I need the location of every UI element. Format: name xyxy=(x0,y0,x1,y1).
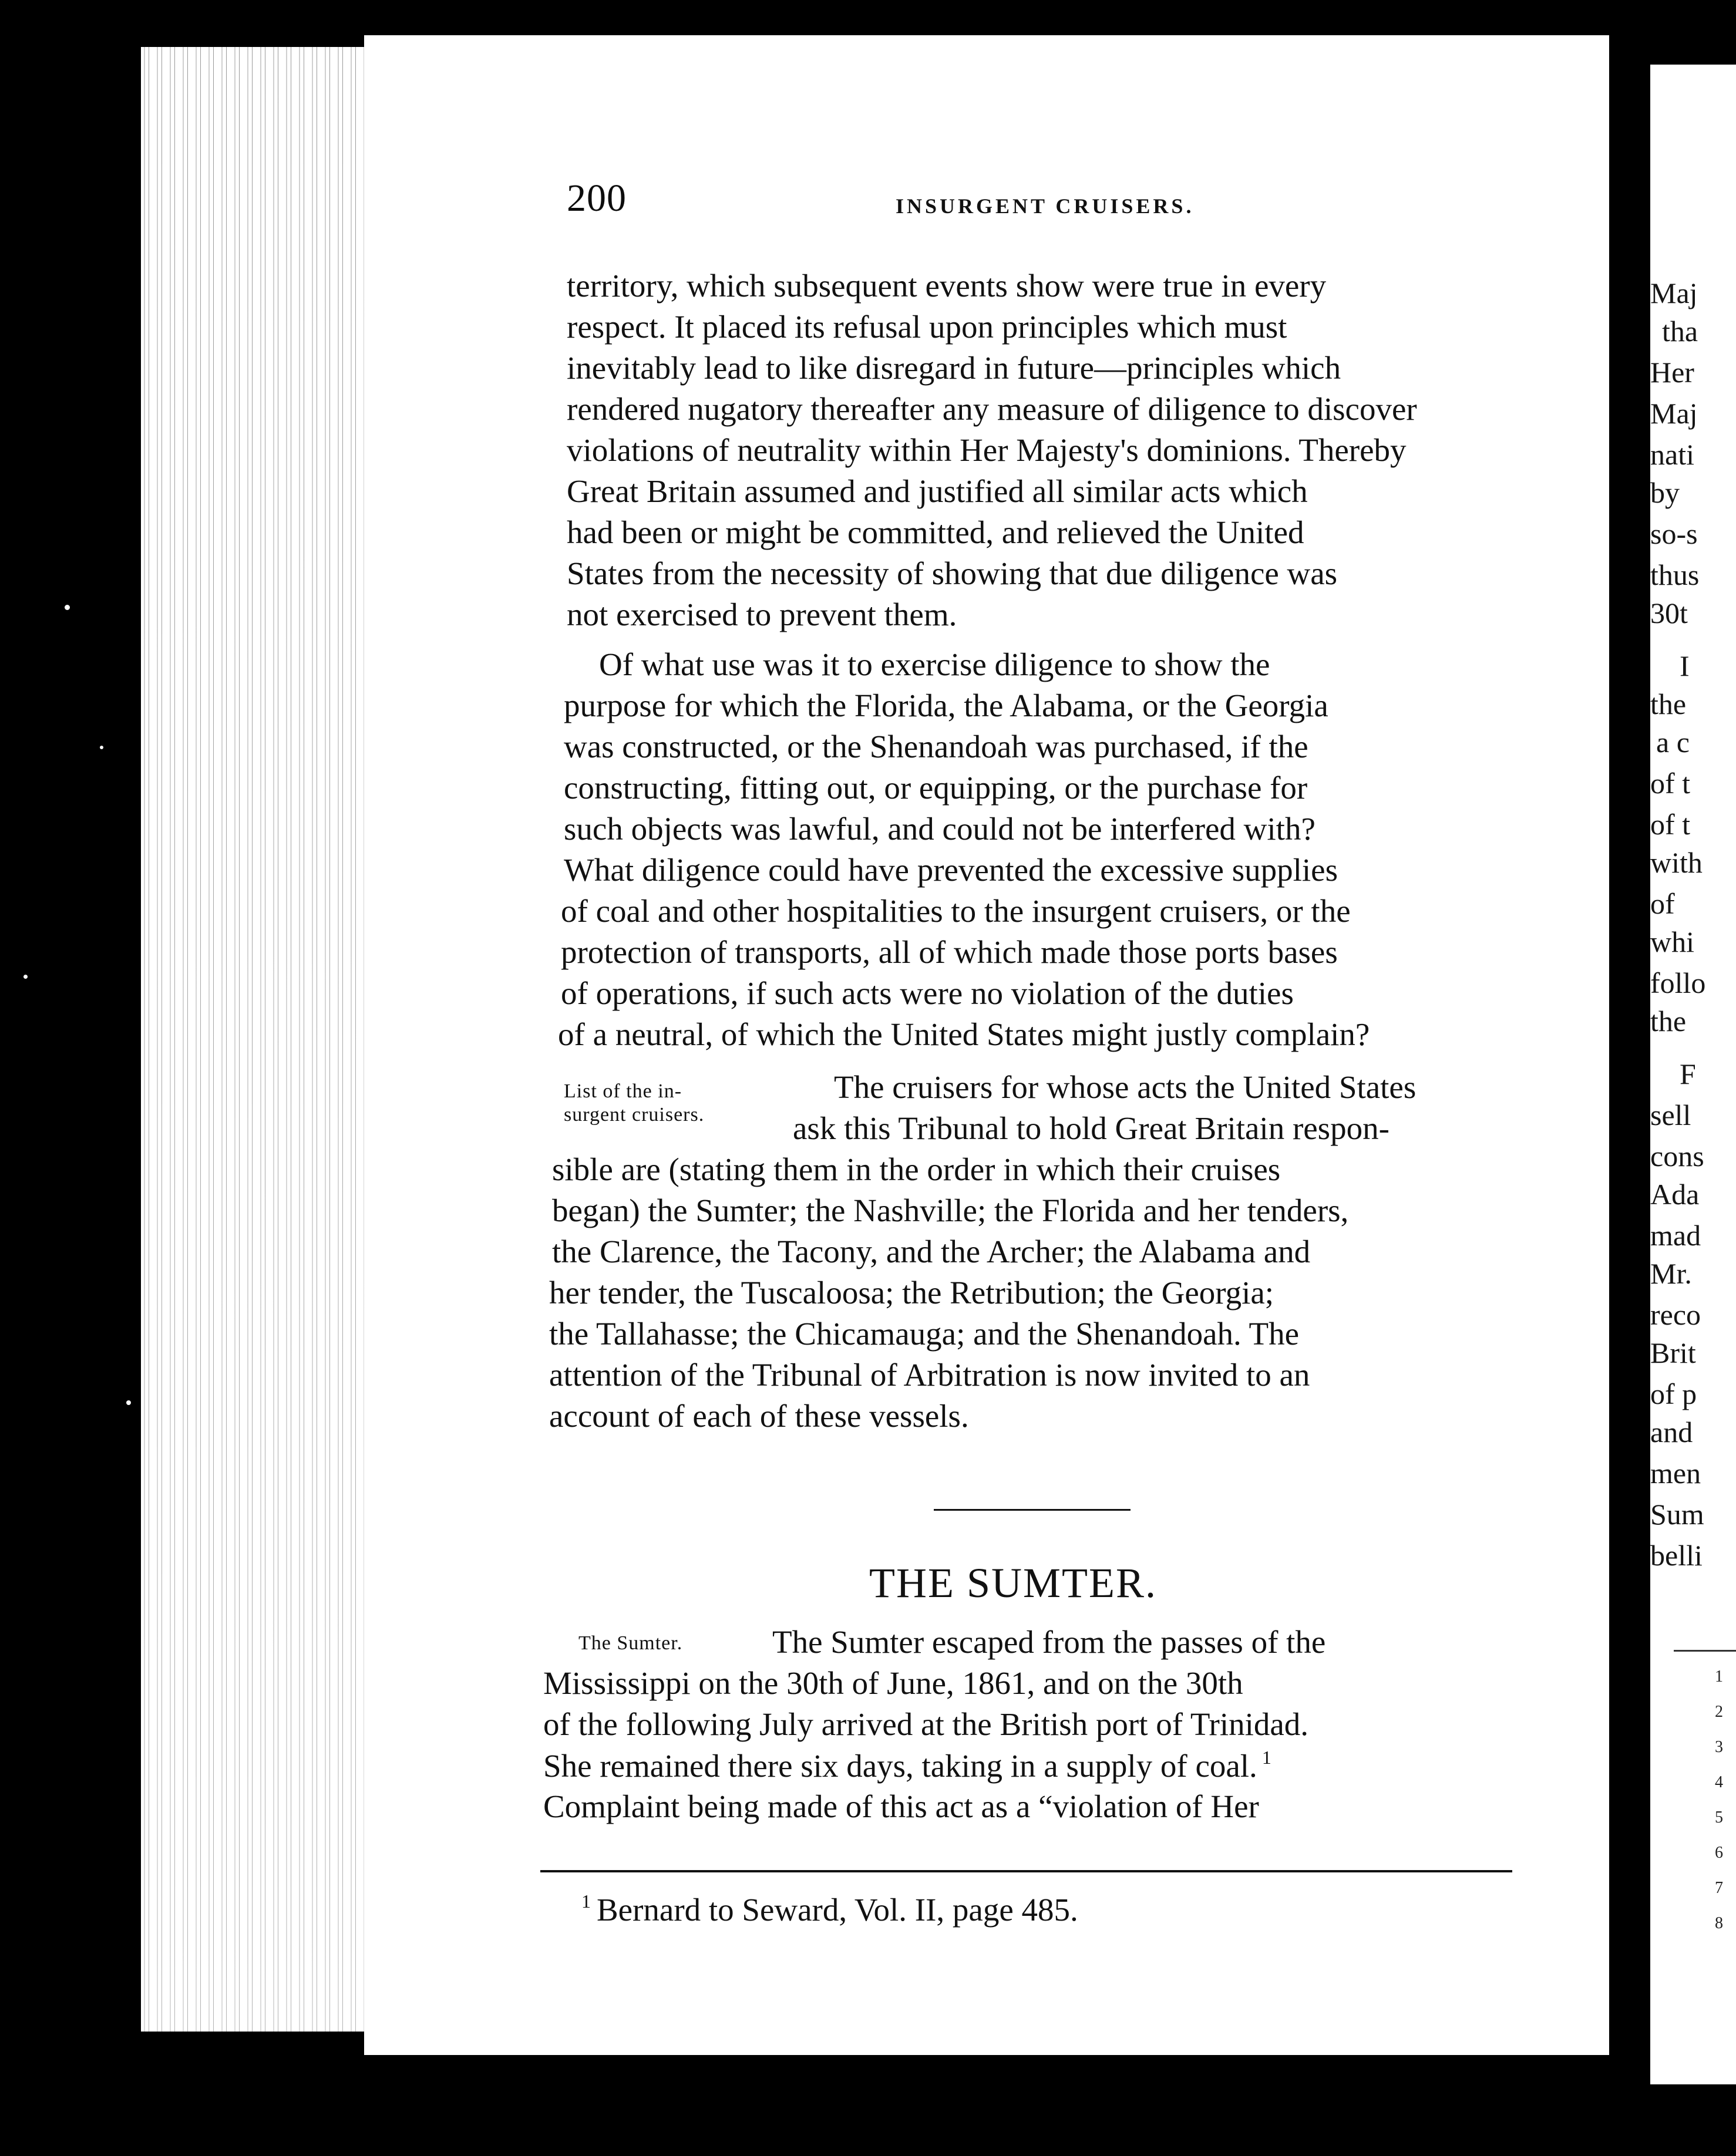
facing-page-fragment: of t xyxy=(1650,767,1691,800)
footnote-rule xyxy=(540,1870,1512,1872)
text-line: was constructed, or the Shenandoah was purchased, if the xyxy=(564,729,1308,764)
page-header xyxy=(567,176,1230,223)
facing-page-fragment: mad xyxy=(1650,1219,1701,1252)
facing-page-fragment: of t xyxy=(1650,808,1691,841)
facing-page-fragment: Sum xyxy=(1650,1498,1704,1531)
text-line xyxy=(543,1747,1271,1784)
facing-page-fragment: Mr. xyxy=(1650,1257,1692,1290)
text-line: the Clarence, the Tacony, and the Archer; the Alabama and xyxy=(552,1234,1311,1269)
running-title: INSURGENT CRUISERS. xyxy=(896,194,1195,218)
sidenote-line: surgent cruisers. xyxy=(564,1104,705,1126)
scan-speck xyxy=(23,975,28,979)
text-line: such objects was lawful, and could not be interfered with? xyxy=(564,811,1316,847)
text-line: sible are (stating them in the order in which their cruises xyxy=(552,1151,1281,1187)
facing-page-rule xyxy=(1674,1650,1736,1652)
text-line: Great Britain assumed and justified all similar acts which xyxy=(567,473,1308,509)
facing-page-fragment: the xyxy=(1650,1005,1687,1037)
footnote-text: Bernard to Seward, Vol. II, page 485. xyxy=(597,1892,1078,1928)
facing-page-fragment: with xyxy=(1650,846,1703,879)
facing-page-fragment: thus xyxy=(1650,558,1700,591)
text-line: the Tallahasse; the Chicamauga; and the Shenandoah. The xyxy=(549,1316,1300,1352)
facing-page-fragment: of xyxy=(1650,887,1675,920)
facing-page-fragment: belli xyxy=(1650,1539,1703,1572)
footnote-marker: 1 xyxy=(581,1891,591,1912)
page-number: 200 xyxy=(567,177,627,220)
facing-page xyxy=(1650,65,1736,2084)
text-line: ask this Tribunal to hold Great Britain respon- xyxy=(793,1110,1390,1146)
sidenote-line: List of the in- xyxy=(564,1080,682,1102)
footnote xyxy=(581,1891,1078,1928)
sidenote-line: The Sumter. xyxy=(578,1632,683,1654)
facing-page-footnote-number: 5 xyxy=(1715,1808,1723,1827)
facing-page-fragment: tha xyxy=(1662,315,1698,348)
facing-page-fragment: Maj xyxy=(1650,397,1698,430)
text-line: States from the necessity of showing that due diligence was xyxy=(567,555,1338,591)
facing-page-fragment: cons xyxy=(1650,1140,1704,1173)
facing-page-footnote-number: 6 xyxy=(1715,1844,1723,1862)
text-line: inevitably lead to like disregard in future—principles which xyxy=(567,350,1341,386)
facing-page-fragment: Ada xyxy=(1650,1178,1700,1211)
facing-page-footnote-number: 8 xyxy=(1715,1914,1723,1932)
text-line: Mississippi on the 30th of June, 1861, and on the 30th xyxy=(543,1665,1243,1701)
text-line: The cruisers for whose acts the United States xyxy=(834,1069,1417,1105)
facing-page-fragment: Brit xyxy=(1650,1336,1696,1369)
facing-page-fragment: nati xyxy=(1650,438,1694,471)
text-line: attention of the Tribunal of Arbitration is now invited to an xyxy=(549,1357,1310,1393)
text-line: Of what use was it to exercise diligence to show the xyxy=(599,646,1270,682)
facing-page-footnote-number: 2 xyxy=(1715,1703,1723,1721)
facing-page-fragment: reco xyxy=(1650,1298,1701,1331)
facing-page-fragment: follo xyxy=(1650,966,1706,999)
facing-page-fragment: Her xyxy=(1650,356,1694,389)
facing-page-footnote-number: 4 xyxy=(1715,1773,1723,1791)
text-line: What diligence could have prevented the excessive supplies xyxy=(564,852,1338,888)
text-line: her tender, the Tuscaloosa; the Retribution; the Georgia; xyxy=(549,1275,1274,1311)
facing-page-fragment: sell xyxy=(1650,1099,1691,1131)
facing-page-fragment: F xyxy=(1680,1057,1696,1090)
scan-speck xyxy=(100,746,103,749)
scan-speck xyxy=(126,1400,131,1405)
text-line: rendered nugatory thereafter any measure of diligence to discover xyxy=(567,391,1417,427)
text-line: began) the Sumter; the Nashville; the Florida and her tenders, xyxy=(552,1192,1349,1228)
text-line: protection of transports, all of which made those ports bases xyxy=(561,934,1338,970)
facing-page-footnote-number: 1 xyxy=(1715,1667,1723,1686)
text-line-content: She remained there six days, taking in a supply of coal. xyxy=(543,1748,1257,1784)
scan-speck xyxy=(65,605,70,610)
text-line: Complaint being made of this act as a “violation of Her xyxy=(543,1788,1259,1824)
page-edges xyxy=(141,47,370,2032)
facing-page-fragment: of p xyxy=(1650,1377,1697,1410)
text-line: of operations, if such acts were no violation of the duties xyxy=(561,975,1294,1011)
facing-page-fragment: the xyxy=(1650,688,1687,720)
facing-page-fragment: whi xyxy=(1650,925,1694,958)
text-line: respect. It placed its refusal upon principles which must xyxy=(567,309,1287,345)
footnote-ref: 1 xyxy=(1261,1747,1271,1768)
text-line: of a neutral, of which the United States might justly complain? xyxy=(558,1016,1370,1052)
section-heading: THE SUMTER. xyxy=(869,1559,1157,1606)
facing-page-fragment: I xyxy=(1680,649,1690,682)
text-line: purpose for which the Florida, the Alabama, or the Georgia xyxy=(564,688,1328,723)
text-line: territory, which subsequent events show were true in every xyxy=(567,268,1327,304)
facing-page-fragment: Maj xyxy=(1650,277,1698,309)
facing-page-footnote-number: 7 xyxy=(1715,1879,1723,1897)
facing-page-fragment: men xyxy=(1650,1457,1701,1490)
text-line: constructing, fitting out, or equipping, or the purchase for xyxy=(564,770,1308,806)
text-line: of coal and other hospitalities to the insurgent cruisers, or the xyxy=(561,893,1351,929)
text-line: of the following July arrived at the British port of Trinidad. xyxy=(543,1706,1309,1742)
facing-page-fragment: a c xyxy=(1656,726,1690,759)
facing-page-fragment: so-s xyxy=(1650,517,1698,550)
text-line: The Sumter escaped from the passes of the xyxy=(772,1624,1326,1660)
text-line: account of each of these vessels. xyxy=(549,1398,969,1434)
facing-page-footnote-number: 3 xyxy=(1715,1738,1723,1756)
section-divider xyxy=(934,1509,1131,1511)
text-line: not exercised to prevent them. xyxy=(567,597,957,632)
facing-page-fragment: by xyxy=(1650,476,1680,509)
facing-page-fragment: and xyxy=(1650,1416,1693,1448)
text-line: violations of neutrality within Her Majesty's dominions. Thereby xyxy=(567,432,1407,468)
text-line: had been or might be committed, and relieved the United xyxy=(567,514,1304,550)
facing-page-fragment: 30t xyxy=(1650,597,1688,629)
